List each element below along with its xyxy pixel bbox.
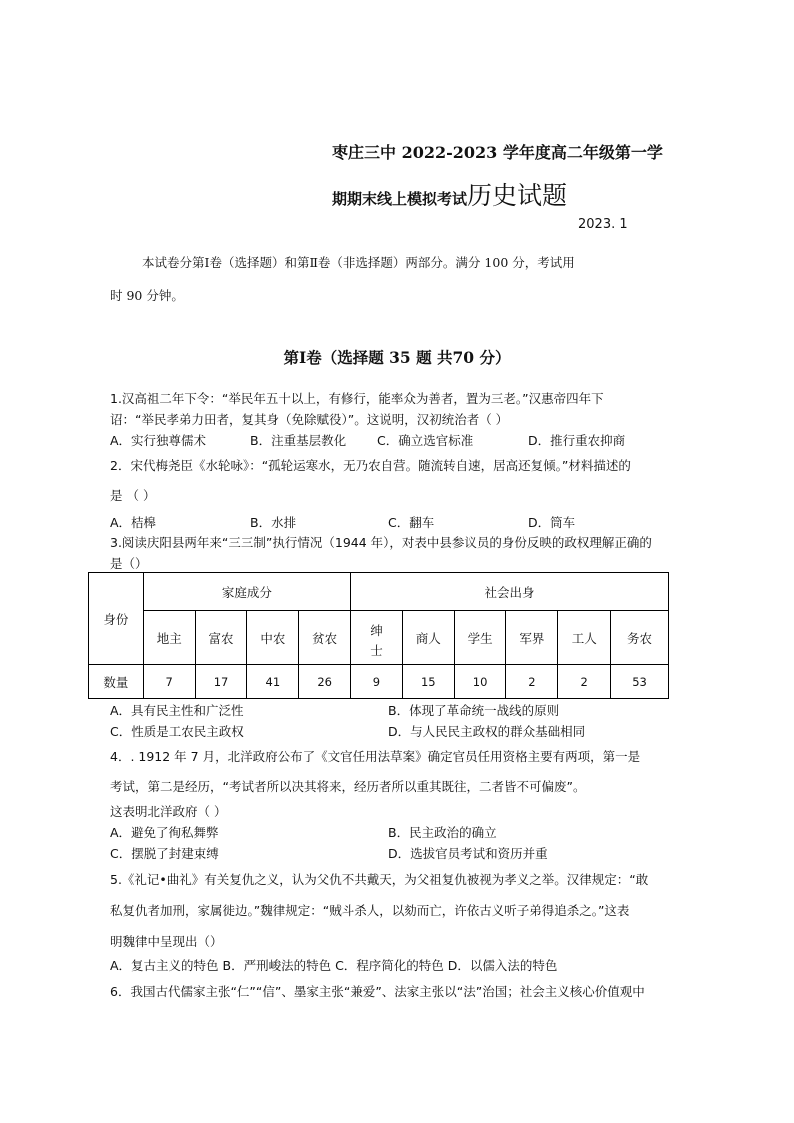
exam-title-line1: 枣庄三中 2022-2023 学年度高二年级第一学 xyxy=(332,143,663,162)
intro-line1: 本试卷分第Ⅰ卷（选择题）和第Ⅱ卷（非选择题）两部分。满分 100 分，考试用 xyxy=(142,255,575,270)
table-cell: 53 xyxy=(611,665,669,699)
q3-stem-line2: 是（） xyxy=(110,556,148,571)
q3-option-a: A．具有民主性和广泛性 xyxy=(110,703,244,718)
q4-stem-line2: 考试，第二是经历，“考试者所以决其将来，经历者所以重其既往，二者皆不可偏废”。 xyxy=(110,779,586,794)
table-cell: 2 xyxy=(558,665,611,699)
q1-stem-line2: 诏：“举民孝弟力田者，复其身（免除赋役）”。这说明，汉初统治者（ ） xyxy=(110,412,509,427)
table-col-poor-peasant: 贫农 xyxy=(299,611,351,665)
intro-line2: 时 90 分钟。 xyxy=(110,288,184,303)
q4-option-a: A．避免了徇私舞弊 xyxy=(110,825,219,840)
q4-option-d: D．选拔官员考试和资历并重 xyxy=(388,846,548,861)
exam-title-line2-text: 期期末线上模拟考试 xyxy=(332,190,468,208)
q5-stem-line3: 明魏律中呈现出（） xyxy=(110,934,223,949)
table-col-farming: 务农 xyxy=(611,611,669,665)
table-col-merchant: 商人 xyxy=(402,611,454,665)
q3-option-d: D．与人民民主政权的群众基础相同 xyxy=(388,724,586,739)
table-cell: 10 xyxy=(454,665,506,699)
table-col-rich-peasant: 富农 xyxy=(195,611,247,665)
table-col-gentry-text: 绅士 xyxy=(370,623,383,658)
exam-title-line2 xyxy=(332,176,567,212)
table-cell: 17 xyxy=(195,665,247,699)
q6-stem-line1: 6．我国古代儒家主张“仁”“信”、墨家主张“兼爱”、法家主张以“法”治国；社会主义核心价值观中 xyxy=(110,984,645,999)
exam-date: 2023. 1 xyxy=(578,217,628,232)
table-group-family: 家庭成分 xyxy=(143,573,350,611)
q1-stem-line1: 1.汉高祖二年下令：“举民年五十以上，有修行，能率众为善者，置为三老。”汉惠帝四年下 xyxy=(110,391,604,406)
table-col-worker: 工人 xyxy=(558,611,611,665)
table-col-military: 军界 xyxy=(506,611,558,665)
table-cell: 15 xyxy=(402,665,454,699)
q2-option-b: B．水排 xyxy=(250,515,297,530)
q4-option-b: B．民主政治的确立 xyxy=(388,825,497,840)
table-cell: 2 xyxy=(506,665,558,699)
table-col-landlord: 地主 xyxy=(143,611,195,665)
q1-option-c: C．确立选官标准 xyxy=(377,433,474,448)
q1-option-a: A．实行独尊儒术 xyxy=(110,433,207,448)
q5-stem-line1: 5.《礼记•曲礼》有关复仇之义，认为父仇不共戴天，为父祖复仇被视为孝义之举。汉律规定：“敢 xyxy=(110,872,649,887)
q2-stem-line2: 是 （ ） xyxy=(110,488,156,503)
exam-subject-title: 历史试题 xyxy=(467,181,568,210)
q5-options: A．复古主义的特色 B．严刑峻法的特色 C．程序简化的特色 D．以儒入法的特色 xyxy=(110,958,558,973)
table-cell: 9 xyxy=(351,665,403,699)
table-header-identity: 身份 xyxy=(89,573,144,665)
table-col-gentry xyxy=(351,611,403,665)
q5-stem-line2: 私复仇者加刑，家属徙边。”魏律规定：“贼斗杀人，以劾而亡，许依古义听子弟得追杀之。”这表 xyxy=(110,903,630,918)
table-row-label-count: 数量 xyxy=(89,665,144,699)
table-cell: 7 xyxy=(143,665,195,699)
q2-stem-line1: 2．宋代梅尧臣《水轮咏》：“孤轮运寒水，无乃农自营。随流转自速，居高还复倾。”材料描述的 xyxy=(110,458,631,473)
q4-option-c: C．摆脱了封建束缚 xyxy=(110,846,219,861)
q2-option-c: C．翻车 xyxy=(388,515,435,530)
section-title: 第Ⅰ卷（选择题 35 题 共70 分） xyxy=(283,348,511,367)
q2-option-a: A．桔槔 xyxy=(110,515,157,530)
table-cell: 41 xyxy=(247,665,299,699)
q1-option-d: D．推行重农抑商 xyxy=(528,433,626,448)
q1-option-b: B．注重基层教化 xyxy=(250,433,347,448)
q4-stem-line1: 4．. 1912 年 7 月，北洋政府公布了《文官任用法草案》确定官员任用资格主要有两项，第一是 xyxy=(110,749,641,764)
table-col-middle-peasant: 中农 xyxy=(247,611,299,665)
q3-data-table xyxy=(88,572,669,699)
q2-option-d: D．筒车 xyxy=(528,515,576,530)
table-col-student: 学生 xyxy=(454,611,506,665)
q4-stem-line3: 这表明北洋政府（ ） xyxy=(110,804,227,819)
table-group-social: 社会出身 xyxy=(351,573,669,611)
table-cell: 26 xyxy=(299,665,351,699)
q3-stem-line1: 3.阅读庆阳县两年来“三三制”执行情况（1944 年），对表中县参议员的身份反映的政权理解正确的 xyxy=(110,535,652,550)
q3-option-b: B．体现了革命统一战线的原则 xyxy=(388,703,560,718)
q3-option-c: C．性质是工农民主政权 xyxy=(110,724,244,739)
